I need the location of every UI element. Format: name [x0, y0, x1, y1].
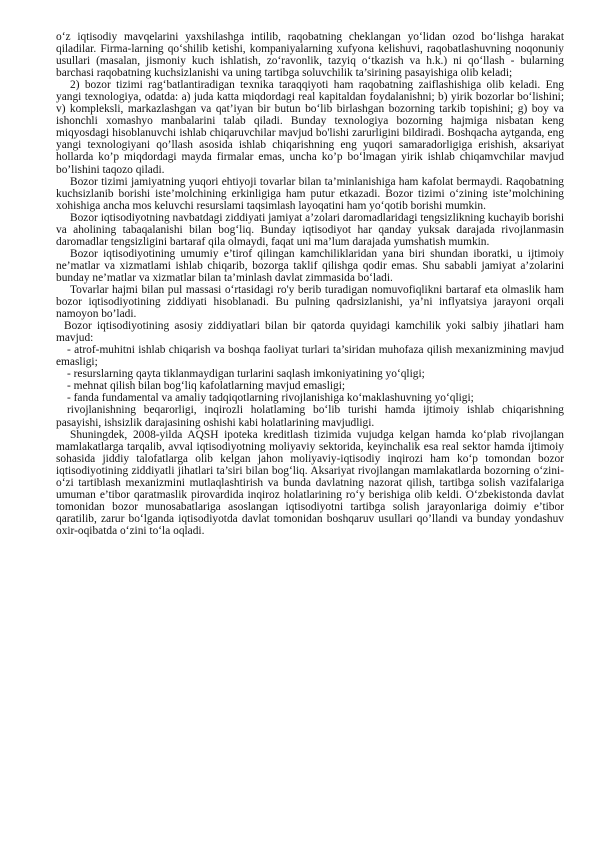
list-item-1: - atrof-muhitni ishlab chiqarish va boshqa faoliyat turlari ta’siridan muhofaza qilish mexanizmining mavjud emasligi; [56, 344, 564, 369]
paragraph-3: Bozor tizimi jamiyatning yuqori ehtiyoji tovarlar bilan ta’minlanishiga ham kafolat bermaydi. Raqobatning kuchsizlanib borishi iste’molchining erkinligiga ham putur etkazadi. Bozor tizimi o‘zining iste’molchining xohishiga ancha mos keluvchi resurslami taqsimlash layoqatini ham yo‘qotib borishi mumkin. [56, 175, 564, 212]
list-item-2: - resurslarning qayta tiklanmaydigan turlarini saqlash imkoniyatining yo‘qligi; [67, 368, 425, 381]
list-item-3: - mehnat qilish bilan bog‘liq kafolatlarning mavjud emasligi; [67, 380, 346, 393]
list-item-4: - fanda fundamental va amaliy tadqiqotlarning rivojlanishiga ko‘maklashuvning yo‘qligi; [67, 392, 474, 405]
paragraph-7: Bozor iqtisodiyotining asosiy ziddiyatlari bilan bir qatorda quyidagi kamchilik yoki salbiy jihatlari ham mavjud: [56, 320, 564, 345]
paragraph-4: Bozor iqtisodiyotning navbatdagi ziddiyati jamiyat a’zolari daromadlaridagi tengsizlikning kuchayib borishi va aholining tabaqalanishi bilan bog‘liq. Bunday iqtisodiyot har qanday yuksak darajada rivojlanmasin daromadlar tengsizligini bartaraf qila olmaydi, faqat uni ma’lum darajada yumshatish mumkin. [56, 211, 564, 248]
paragraph-6: Tovarlar hajmi bilan pul massasi o‘rtasidagi ro'y berib turadigan nomuvofiqlikni bartaraf eta olmaslik ham bozor iqtisodiyotining ziddiyati hisoblanadi. Bu pulning qadrsizlanishi, ya’ni inflyatsiya jarayoni orqali namoyon bo’ladi. [56, 283, 564, 321]
list-item-5: rivojlanishning beqarorligi, inqirozli holatlaming bo‘lib turishi hamda ijtimoiy ishlab chiqarishning pasayishi, ishsizlik darajasining oshishi kabi holatlarining mavjudligi. [56, 404, 564, 429]
paragraph-2: 2) bozor tizimi rag‘batlantiradigan texnika taraqqiyoti ham raqobatning zaiflashishiga olib keladi. Eng yangi texnologiya, odatda: a) juda katta miqdordagi real kapitaldan foydalanishni; b) yirik bozorlar bo‘lishini; v) kompleksli, markazlashgan va qat’iyan bir butun bo‘lib birlashgan bozorning tarkib topishini; g) boy va ishonchli xomashyo manbalarini talab qiladi. Bunday texnologiya bozorning hajmiga nisbatan keng miqyosdagi hisoblanuvchi ishlab chiqaruvchilar mavjud bo'lishi zarurligini bildiradi. Boshqacha aytganda, eng yangi texnologiyani qo’llash asosida ishlab chiqarishning eng yuqori samaradorligiga erishish, aksariyat hollarda ko’p miqdordagi mayda firmalar emas, uncha ko’p bo‘lmagan yirik ishlab chiqamvchilar mavjud bo’lishini taqozo qiladi. [56, 79, 564, 176]
paragraph-5: Bozor iqtisodiyotining umumiy e’tirof qilingan kamchiliklaridan yana biri shundan iboratki, u ijtimoiy ne’matlar va xizmatlami ishlab chiqarib, bozorga taklif qilishga qodir emas. Shu sababli jamiyat a’zolarini bunday ne’matlar va xizmatlar bilan ta’minlash davlat zimmasida bo‘ladi. [56, 247, 564, 284]
paragraph-1: o‘z iqtisodiy mavqelarini yaxshilashga intilib, raqobatning cheklangan yo‘lidan ozod bo‘lishga harakat qiladilar. Firma-larning qo‘shilib ketishi, kompaniyalarning xufyona kelishuvi, raqobatlashuvning noqonuniy usullari (masalan, jismoniy kuch ishlatish, zo‘ravonlik, tazyiq o‘tkazish va h.k.) ni qo‘llash - bularning barchasi raqobatning kuchsizlanishi va uning tartibga soluvchilik ta’sirining pasayishiga olib keladi; [56, 31, 564, 80]
paragraph-8: Shuningdek, 2008-yilda AQSH ipoteka kreditlash tizimida vujudga kelgan hamda ko‘plab rivojlangan mamlakatlarga tarqalib, avval iqtisodiyotning moliyaviy sektorida, keyinchalik esa real sektor hamda ijtimoiy sohasida jiddiy talofatlarga olib kelgan jahon moliyaviy-iqtisodiy inqirozi ham ko‘p tomondan bozor iqtisodiyotining ziddiyatli jihatlari ta’siri bilan bog‘liq. Aksariyat rivojlangan mamlakatlarda bozorning o‘zini-o‘zi tartiblash mexanizmini mutlaqlashtirish va bunda davlatning nazorat qilish, tartibga solish vazifalariga umuman e’tibor qaratmaslik pirovardida inqiroz holatlarining ro‘y berishiga olib keldi. O‘zbekistonda davlat tomonidan bozor munosabatlariga asoslangan iqtisodiyotni tartibga solish jarayonlariga doimiy e’tibor qaratilib, zarur bo‘lganda iqtisodiyotda davlat tomonidan boshqaruv usullari qo’llandi va bunday yondashuv oxir-oqibatda o‘zini to‘la oqladi. [56, 428, 564, 537]
